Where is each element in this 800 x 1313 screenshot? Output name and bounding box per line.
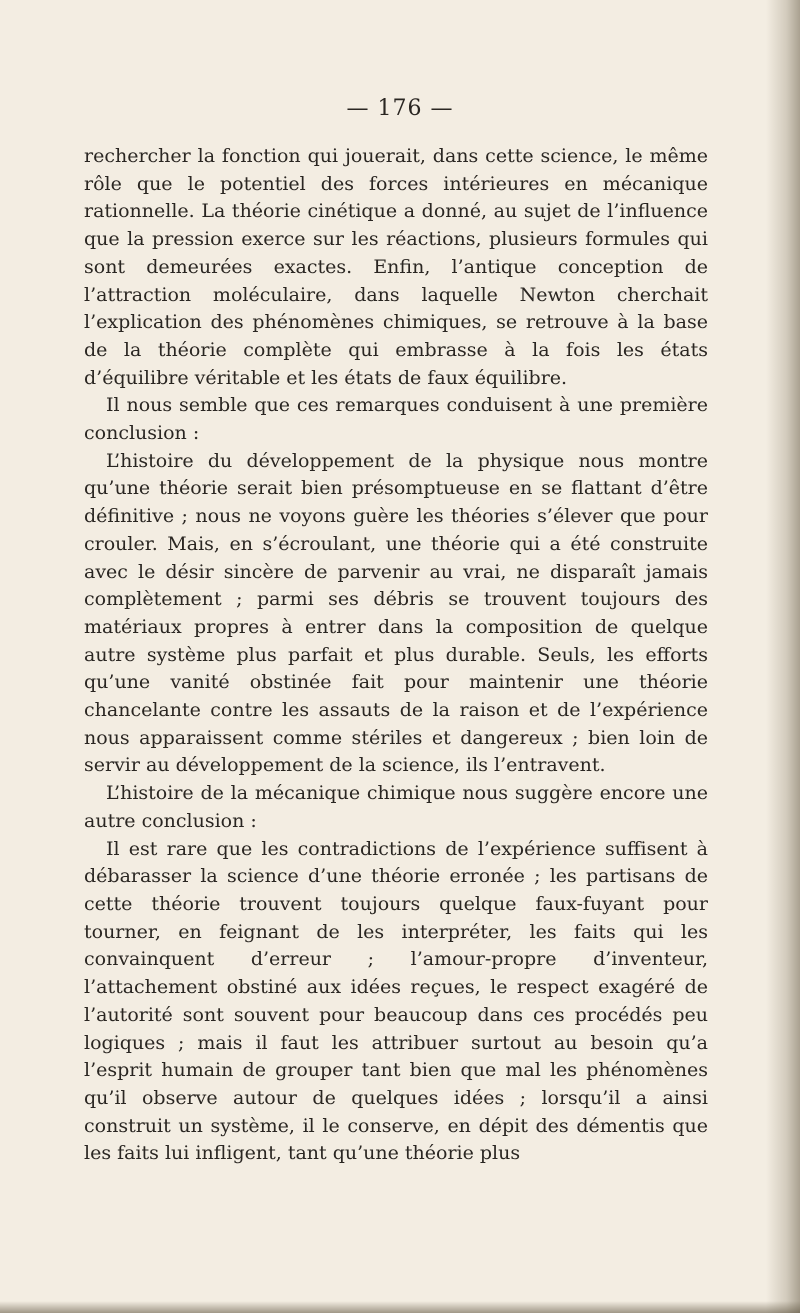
body-text: [84, 143, 708, 1168]
paragraph-4: L’histoire de la mécanique chimique nous suggère encore une autre conclusion :: [84, 782, 708, 832]
page-bottom-shadow: [0, 1301, 800, 1313]
page-edge-shadow: [766, 0, 800, 1313]
page-number: — 176 —: [346, 96, 454, 121]
paragraph-1: rechercher la fonction qui jouerait, dans cette science, le même rôle que le potentiel des forces intérieures en mécanique rationnelle. La théorie cinétique a donné, au sujet de l’influence que la pression exerce sur les réactions, plusieurs formules qui sont demeurées exactes. Enfin, l’antique conception de l’attraction moléculaire, dans laquelle Newton cherchait l’explication des phénomènes chimiques, se retrouve à la base de la théorie complète qui embrasse à la fois les états d’équilibre véritable et les états de faux équilibre.: [84, 145, 708, 389]
paragraph-3: L’histoire du développement de la physique nous montre qu’une théorie serait bien présomptueuse en se flattant d’être définitive ; nous ne voyons guère les théories s’élever que pour crouler. Mais, en s’écroulant, une théorie qui a été construite avec le désir sincère de parvenir au vrai, ne disparaît jamais complètement ; parmi ses débris se trouvent toujours des matériaux propres à entrer dans la composition de quelque autre système plus parfait et plus durable. Seuls, les efforts qu’une vanité obstinée fait pour maintenir une théorie chancelante contre les assauts de la raison et de l’expérience nous apparaissent comme stériles et dangereux ; bien loin de servir au développement de la science, ils l’entravent.: [84, 449, 708, 777]
paragraph-2: Il nous semble que ces remarques conduisent à une première conclusion :: [84, 394, 708, 445]
paragraph-5: Il est rare que les contradictions de l’expérience suffisent à débarasser la science d’une théorie erronée ; les partisans de cette théorie trouvent toujours quelque faux-fuyant pour tourner, en feignant de les interpréter, les faits qui les convainquent d’erreur ; l’amour-propre d’inventeur, l’attachement obstiné aux idées reçues, le respect exagéré de l’autorité sont souvent pour beaucoup dans ces procédés peu logiques ; mais il faut les attribuer surtout au besoin qu’a l’esprit humain de grouper tant bien que mal les phénomènes qu’il observe autour de quelques idées ; lorsqu’il a ainsi construit un système, il le conserve, en dépit des démentis que les faits lui infligent, tant qu’une théorie plus: [84, 837, 708, 1165]
